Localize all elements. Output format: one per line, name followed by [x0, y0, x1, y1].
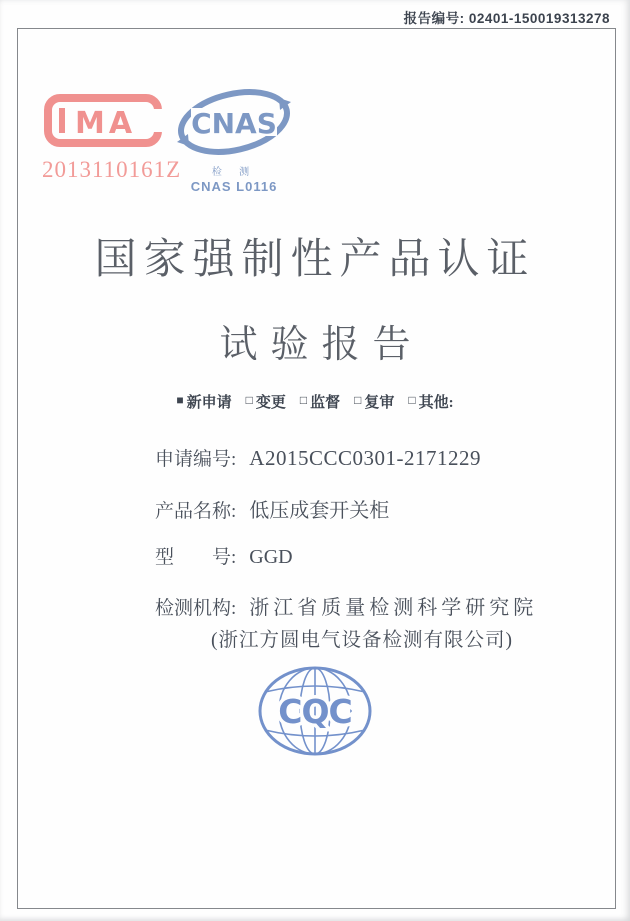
field-testing-organization: [155, 591, 537, 652]
checkbox-supervision: [300, 391, 340, 412]
field-value: 浙江省质量检测科学研究院: [249, 597, 538, 619]
cma-logo-letters: MA: [75, 106, 137, 141]
cqc-certification-mark: [256, 664, 374, 764]
cnas-subtitle: 检 测: [211, 167, 257, 178]
cma-logo-icon: [42, 92, 164, 150]
checkbox-unchecked-icon: □: [354, 393, 362, 407]
checkbox-unchecked-icon: □: [408, 393, 416, 407]
document-title-line2: 试验报告: [219, 324, 424, 366]
checkbox-change: [246, 391, 286, 412]
checkbox-checked-icon: ■: [176, 393, 184, 407]
checkbox-label: 监督: [310, 395, 341, 411]
cqc-logo-icon: [256, 664, 374, 759]
field-model: [155, 542, 293, 569]
cqc-logo-letters: CQC: [278, 692, 352, 731]
cma-certificate-number: 2013110161Z: [42, 157, 182, 182]
checkbox-label: 变更: [255, 395, 286, 411]
document-title-line1: 国家强制性产品认证: [94, 237, 536, 283]
report-number-label: 报告编号:: [403, 11, 465, 26]
checkbox-new-application: [176, 391, 231, 412]
field-product-name: [155, 494, 389, 523]
report-number: [404, 7, 610, 27]
checkbox-label: 新申请: [186, 395, 232, 411]
checkbox-other: [408, 391, 453, 412]
cma-accreditation-mark: [42, 92, 182, 183]
field-value: 低压成套开关柜: [249, 500, 390, 522]
cnas-lab-code: CNAS L0116: [190, 179, 278, 194]
application-type-row: [0, 391, 630, 412]
checkbox-unchecked-icon: □: [299, 393, 308, 407]
field-label: 产品名称:: [155, 501, 237, 522]
checkbox-review: [354, 391, 394, 412]
report-number-value: 02401-150019313278: [468, 11, 610, 26]
cnas-logo-icon: [175, 86, 293, 158]
checkbox-unchecked-icon: □: [245, 393, 253, 407]
field-label: 型 号:: [155, 547, 237, 568]
cnas-accreditation-mark: [175, 86, 293, 194]
checkbox-label: 其他:: [418, 395, 454, 411]
field-application-number: [155, 444, 481, 471]
field-value: A2015CCC0301-2171229: [249, 446, 481, 470]
field-value-line2: (浙江方圆电气设备检测有限公司): [211, 630, 513, 651]
field-label: 申请编号:: [155, 449, 237, 470]
field-value: GGD: [249, 546, 293, 568]
checkbox-label: 复审: [364, 395, 395, 411]
field-label: 检测机构:: [155, 598, 237, 619]
cnas-logo-letters: CNAS: [191, 107, 277, 140]
